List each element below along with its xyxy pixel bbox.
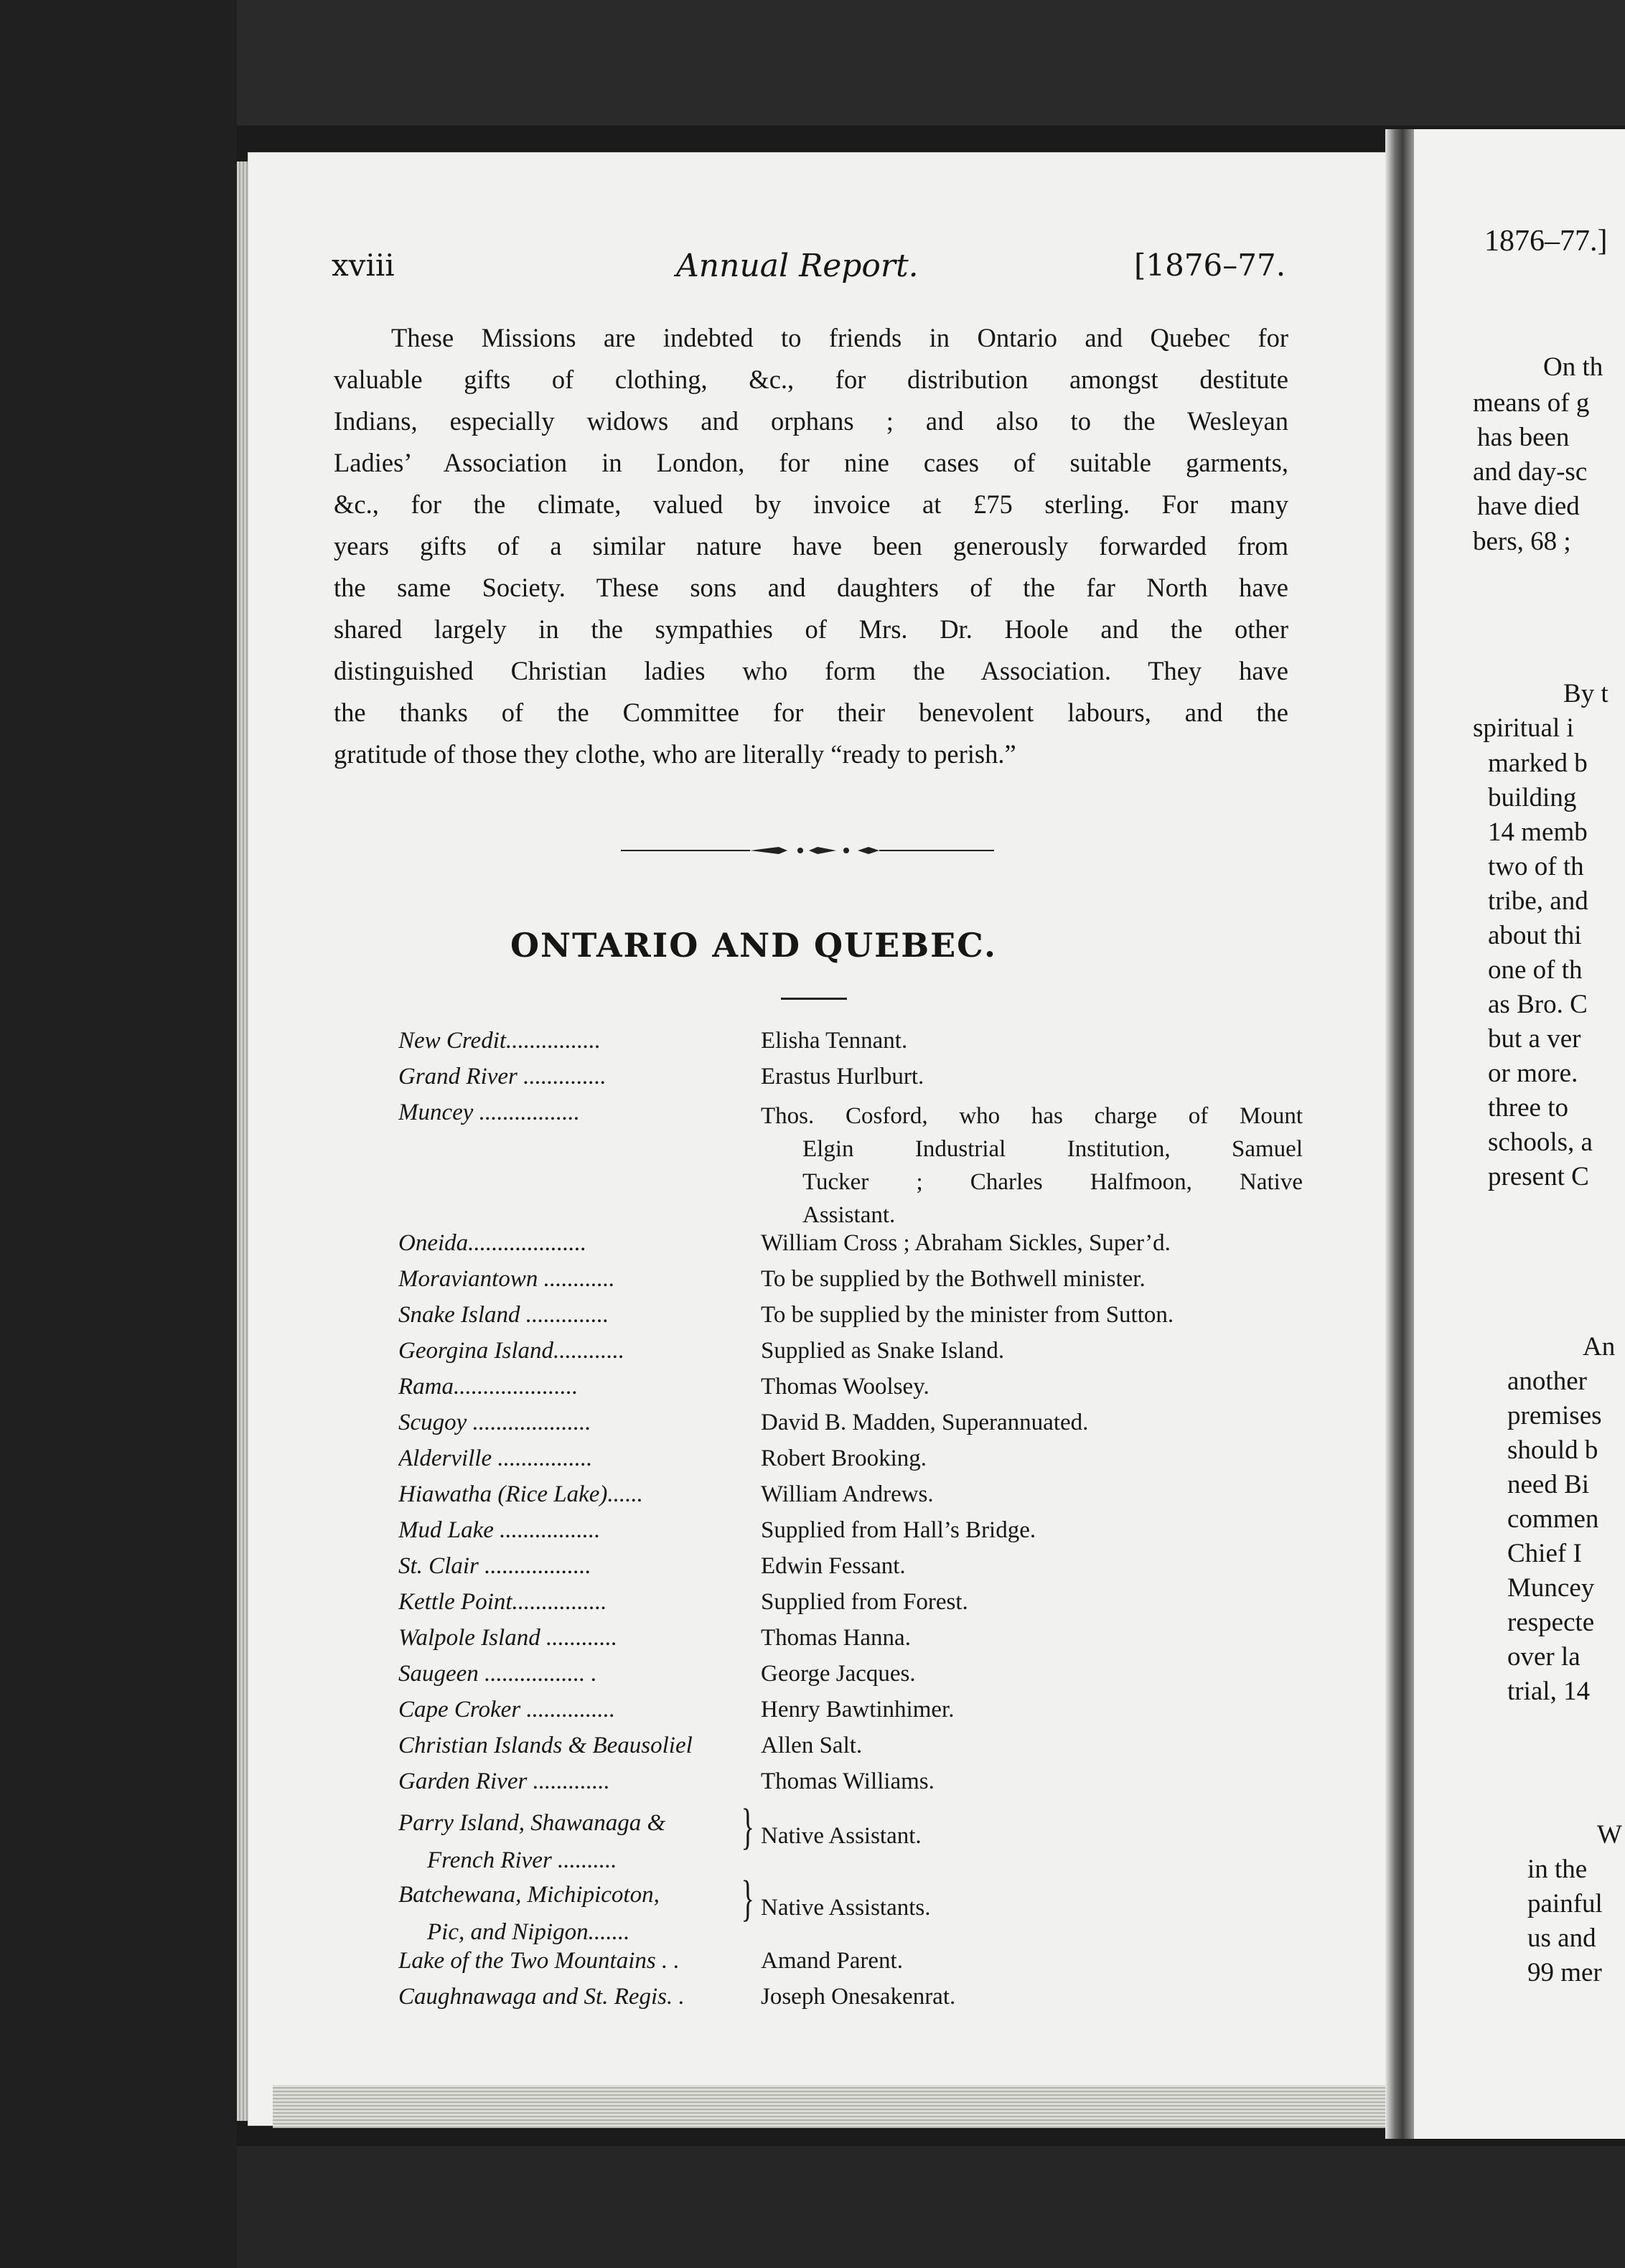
right-page-fragment: bers, 68 ; (1473, 527, 1571, 556)
brace-icon: } (741, 1871, 755, 1926)
mission-place-line: Parry Island, Shawanaga & (398, 1810, 666, 1836)
page-number: xviii (332, 248, 395, 283)
right-page-fragment: By t (1563, 679, 1608, 708)
ornamental-divider (621, 841, 994, 860)
mission-place: Scugoy .................... (398, 1410, 591, 1435)
mission-minister: To be supplied by the Bothwell minister. (761, 1266, 1146, 1292)
paragraph-line: distinguished Christian ladies who form the Association. They have (334, 656, 1288, 685)
right-page-fragment: present C (1488, 1162, 1589, 1191)
mission-minister: Thomas Woolsey. (761, 1374, 929, 1400)
mission-place: Mud Lake ................. (398, 1517, 601, 1543)
mission-minister: Elisha Tennant. (761, 1028, 908, 1054)
paragraph-line: gratitude of those they clothe, who are literally “ready to perish.” (334, 739, 1016, 769)
running-title: Annual Report. (676, 248, 919, 284)
right-page-fragment: one of th (1488, 955, 1583, 985)
section-title: ONTARIO AND QUEBEC. (510, 926, 997, 965)
right-page-fragment: or more. (1488, 1059, 1578, 1088)
mission-minister: Supplied from Forest. (761, 1589, 968, 1615)
right-page-fragment: us and (1527, 1923, 1596, 1953)
minister-line: Thos. Cosford, who has charge of Mount (761, 1103, 1303, 1129)
brace-icon: } (741, 1799, 755, 1855)
paragraph-line: shared largely in the sympathies of Mrs. Dr. Hoole and the other (334, 614, 1288, 644)
running-year: [1876–77. (1134, 248, 1286, 283)
mission-minister: Joseph Onesakenrat. (761, 1984, 956, 2010)
mission-place-line: French River .......... (427, 1847, 617, 1873)
mission-minister: Native Assistants. (761, 1895, 931, 1921)
mission-place: Caughnawaga and St. Regis. . (398, 1984, 685, 2010)
minister-line: Assistant. (802, 1202, 896, 1228)
mission-place: Walpole Island ............ (398, 1625, 617, 1651)
mission-minister: Thomas Williams. (761, 1768, 935, 1794)
right-page-fragment: and day-sc (1473, 457, 1588, 487)
right-page-fragment: spiritual i (1473, 713, 1574, 743)
paragraph-line: years gifts of a similar nature have been generously forwarded from (334, 531, 1288, 561)
right-page-fragment: An (1583, 1332, 1616, 1362)
right-page-fragment: about thi (1488, 921, 1582, 950)
right-page-fragment: 14 memb (1488, 817, 1588, 847)
mission-place: Grand River .............. (398, 1064, 607, 1090)
mission-place-line: Batchewana, Michipicoton, (398, 1882, 660, 1908)
right-page-fragment: painful (1527, 1889, 1603, 1918)
page-bottom-edges (273, 2085, 1392, 2128)
mission-place: Snake Island .............. (398, 1302, 609, 1328)
right-page-fragment: schools, a (1488, 1128, 1593, 1157)
mission-minister: Edwin Fessant. (761, 1553, 906, 1579)
mission-minister: Henry Bawtinhimer. (761, 1697, 955, 1723)
mission-minister: Erastus Hurlburt. (761, 1064, 924, 1090)
scanner-bottom-strip (237, 2146, 1625, 2268)
mission-minister: George Jacques. (761, 1661, 916, 1687)
right-page-fragment: as Bro. C (1488, 990, 1588, 1019)
right-page-fragment: 99 mer (1527, 1958, 1602, 1987)
scanner-background (0, 0, 237, 2268)
right-page-fragment: W (1597, 1820, 1622, 1850)
mission-place: Muncey ................. (398, 1100, 580, 1125)
mission-minister: William Andrews. (761, 1481, 934, 1507)
right-page-fragment: premises (1507, 1401, 1602, 1430)
mission-minister: Supplied as Snake Island. (761, 1338, 1005, 1364)
mission-minister: Native Assistant. (761, 1823, 922, 1849)
right-page-fragment: two of th (1488, 852, 1584, 881)
right-page-fragment: means of g (1473, 388, 1590, 418)
right-running-head: 1876–77.] (1484, 225, 1608, 258)
right-page-fragment: three to (1488, 1093, 1568, 1123)
title-rule (781, 998, 847, 1000)
mission-minister: Thomas Hanna. (761, 1625, 911, 1651)
scanner-top-strip (237, 0, 1625, 126)
mission-minister: Supplied from Hall’s Bridge. (761, 1517, 1036, 1543)
minister-line: Elgin Industrial Institution, Samuel (802, 1136, 1303, 1162)
right-page-fragment: another (1507, 1367, 1587, 1396)
right-page-fragment: have died (1477, 492, 1580, 521)
paragraph-line: These Missions are indebted to friends in Ontario and Quebec for (391, 323, 1288, 352)
mission-place: Georgina Island............ (398, 1338, 625, 1364)
paragraph-line: valuable gifts of clothing, &c., for distribution amongst destitute (334, 365, 1288, 394)
book-gutter (1385, 129, 1414, 2139)
mission-place (398, 1804, 739, 1879)
mission-place: Alderville ................ (398, 1445, 593, 1471)
right-page-fragment: Muncey (1507, 1573, 1595, 1603)
right-page-fragment: trial, 14 (1507, 1677, 1591, 1706)
mission-place: Moraviantown ............ (398, 1266, 615, 1292)
right-page-fragment: marked b (1488, 749, 1588, 778)
mission-place (398, 1876, 739, 1951)
mission-place: Hiawatha (Rice Lake)...... (398, 1481, 643, 1507)
minister-line: Tucker ; Charles Halfmoon, Native (802, 1169, 1303, 1195)
right-page-fragment: need Bi (1507, 1470, 1590, 1499)
mission-place: Garden River ............. (398, 1768, 610, 1794)
right-page-fragment: tribe, and (1488, 886, 1588, 916)
right-page-fragment: On th (1543, 352, 1603, 382)
right-page-fragment: over la (1507, 1642, 1580, 1672)
right-page-fragment: in the (1527, 1855, 1588, 1884)
mission-place: Christian Islands & Beausoliel (398, 1733, 693, 1758)
mission-place: Kettle Point................ (398, 1589, 607, 1615)
mission-minister: To be supplied by the minister from Sutton. (761, 1302, 1174, 1328)
mission-minister: David B. Madden, Superannuated. (761, 1410, 1089, 1435)
paragraph-line: the thanks of the Committee for their benevolent labours, and the (334, 698, 1288, 727)
mission-place: Oneida.................... (398, 1230, 587, 1256)
right-page-fragment: but a ver (1488, 1024, 1581, 1054)
paragraph-line: the same Society. These sons and daughters of the far North have (334, 573, 1288, 602)
right-page-fragment: building (1488, 783, 1577, 812)
right-page-fragment: commen (1507, 1504, 1599, 1534)
mission-minister: Robert Brooking. (761, 1445, 927, 1471)
mission-minister: Allen Salt. (761, 1733, 863, 1758)
paragraph-line: Indians, especially widows and orphans ; and also to the Wesleyan (334, 406, 1288, 436)
mission-place: Cape Croker ............... (398, 1697, 616, 1723)
right-page-fragment: Chief I (1507, 1539, 1582, 1568)
right-page-fragment: has been (1477, 423, 1570, 452)
body-paragraph (334, 317, 1288, 817)
right-page-fragment: should b (1507, 1435, 1598, 1465)
paragraph-line: &c., for the climate, valued by invoice at £75 sterling. For many (334, 489, 1288, 519)
mission-place: Lake of the Two Mountains . . (398, 1948, 680, 1974)
right-page-fragment: respecte (1507, 1608, 1595, 1637)
mission-minister: William Cross ; Abraham Sickles, Super’d. (761, 1230, 1171, 1256)
mission-place: St. Clair .................. (398, 1553, 591, 1579)
mission-minister (761, 1100, 1303, 1232)
mission-place: Rama..................... (398, 1374, 579, 1400)
mission-minister: Amand Parent. (761, 1948, 903, 1974)
mission-place-line: Pic, and Nipigon....... (427, 1919, 630, 1945)
paragraph-line: Ladies’ Association in London, for nine cases of suitable garments, (334, 448, 1288, 477)
mission-place: New Credit................ (398, 1028, 601, 1054)
mission-place: Saugeen ................. . (398, 1661, 597, 1687)
